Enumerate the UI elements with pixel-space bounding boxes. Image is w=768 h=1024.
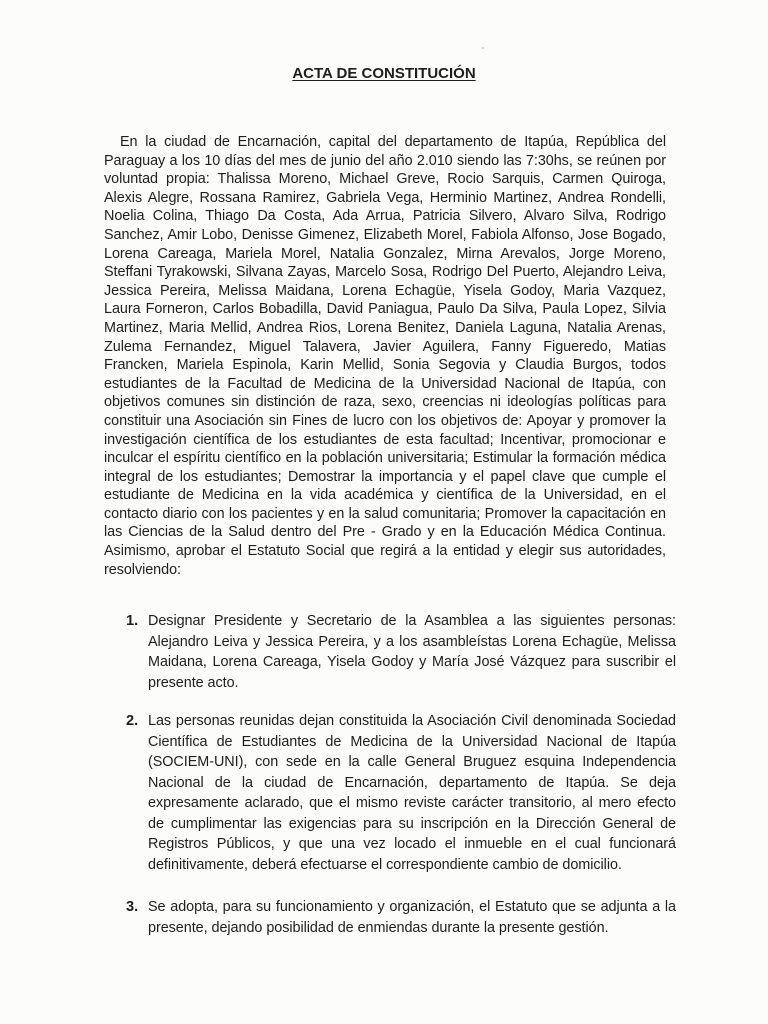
- document-title-text: ACTA DE CONSTITUCIÓN: [292, 65, 476, 82]
- scan-speck: [482, 47, 484, 49]
- resolution-item-text: Se adopta, para su funcionamiento y organización, el Estatuto que se adjunta a la presente, dejando posibilidad de enmiendas durante la presente gestión.: [148, 899, 676, 936]
- resolution-item-number: 3.: [126, 899, 139, 915]
- resolution-item-text: Las personas reunidas dejan constituida la Asociación Civil denominada Sociedad Científica de Estudiantes de Medicina de la Universidad Nacional de Itapúa (SOCIEM-UNI), con sede en la calle General Bruguez esquina Independencia Nacional de la ciudad de Encarnación, departamento de Itapúa. Se deja expresamente aclarado, que el mismo reviste carácter transitorio, al mero efecto de cumplimentar las exigencias para su inscripción en la Dirección General de Registros Públicos, y que una vez locado el inmueble en el cual funcionará definitivamente, deberá efectuarse el correspondiente cambio de domicilio.: [148, 713, 676, 873]
- document-title: [0, 64, 768, 84]
- resolution-item-text: Designar Presidente y Secretario de la Asamblea a las siguientes personas: Alejandro Leiva y Jessica Pereira, y a los asambleístas Lorena Echagüe, Melissa Maidana, Lorena Careaga, Yisela Godoy y María José Vázquez para suscribir el presente acto.: [148, 613, 676, 691]
- intro-paragraph: En la ciudad de Encarnación, capital del departamento de Itapúa, República del Paraguay a los 10 días del mes de junio del año 2.010 siendo las 7:30hs, se reúnen por voluntad propia: Thalissa Moreno, Michael Greve, Rocio Sarquis, Carmen Quiroga, Alexis Alegre, Rossana Ramirez, Gabriela Vega, Herminio Martinez, Andrea Rondelli, Noelia Colina, Thiago Da Costa, Ada Arrua, Patricia Silvero, Alvaro Silva, Rodrigo Sanchez, Amir Lobo, Denisse Gimenez, Elizabeth Morel, Fabiola Alfonso, Jose Bogado, Lorena Careaga, Mariela Morel, Natalia Gonzalez, Mirna Arevalos, Jorge Moreno, Steffani Tyrakowski, Silvana Zayas, Marcelo Sosa, Rodrigo Del Puerto, Alejandro Leiva, Jessica Pereira, Melissa Maidana, Lorena Echagüe, Yisela Godoy, Maria Vazquez, Laura Forneron, Carlos Bobadilla, David Paniagua, Paulo Da Silva, Paula Lopez, Silvia Martinez, Maria Mellid, Andrea Rios, Lorena Benitez, Daniela Laguna, Natalia Arenas, Zulema Fernandez, Miguel Talavera, Javier Aguilera, Fanny Figueredo, Matias Francken, Mariela Espinola, Karin Mellid, Sonia Segovia y Claudia Burgos, todos estudiantes de la Facultad de Medicina de la Universidad Nacional de Itapúa, con objetivos comunes sin distinción de raza, sexo, creencias ni ideologías políticas para constituir una Asociación sin Fines de lucro con los objetivos de: Apoyar y promover la investigación científica de los estudiantes de esta facultad; Incentivar, promocionar e inculcar el espíritu científico en la población universitaria; Estimular la formación médica integral de los estudiantes; Demostrar la importancia y el papel clave que cumple el estudiante de Medicina en la vida académica y científica de la Universidad, en el contacto diario con los pacientes y en la salud comunitaria; Promover la capacitación en las Ciencias de la Salud dentro del Pre - Grado y en la Educación Médica Continua. Asimismo, aprobar el Estatuto Social que regirá a la entidad y elegir sus autoridades, resolviendo:: [104, 134, 666, 578]
- resolution-item-number: 1.: [126, 613, 139, 629]
- resolution-item-number: 2.: [126, 713, 139, 729]
